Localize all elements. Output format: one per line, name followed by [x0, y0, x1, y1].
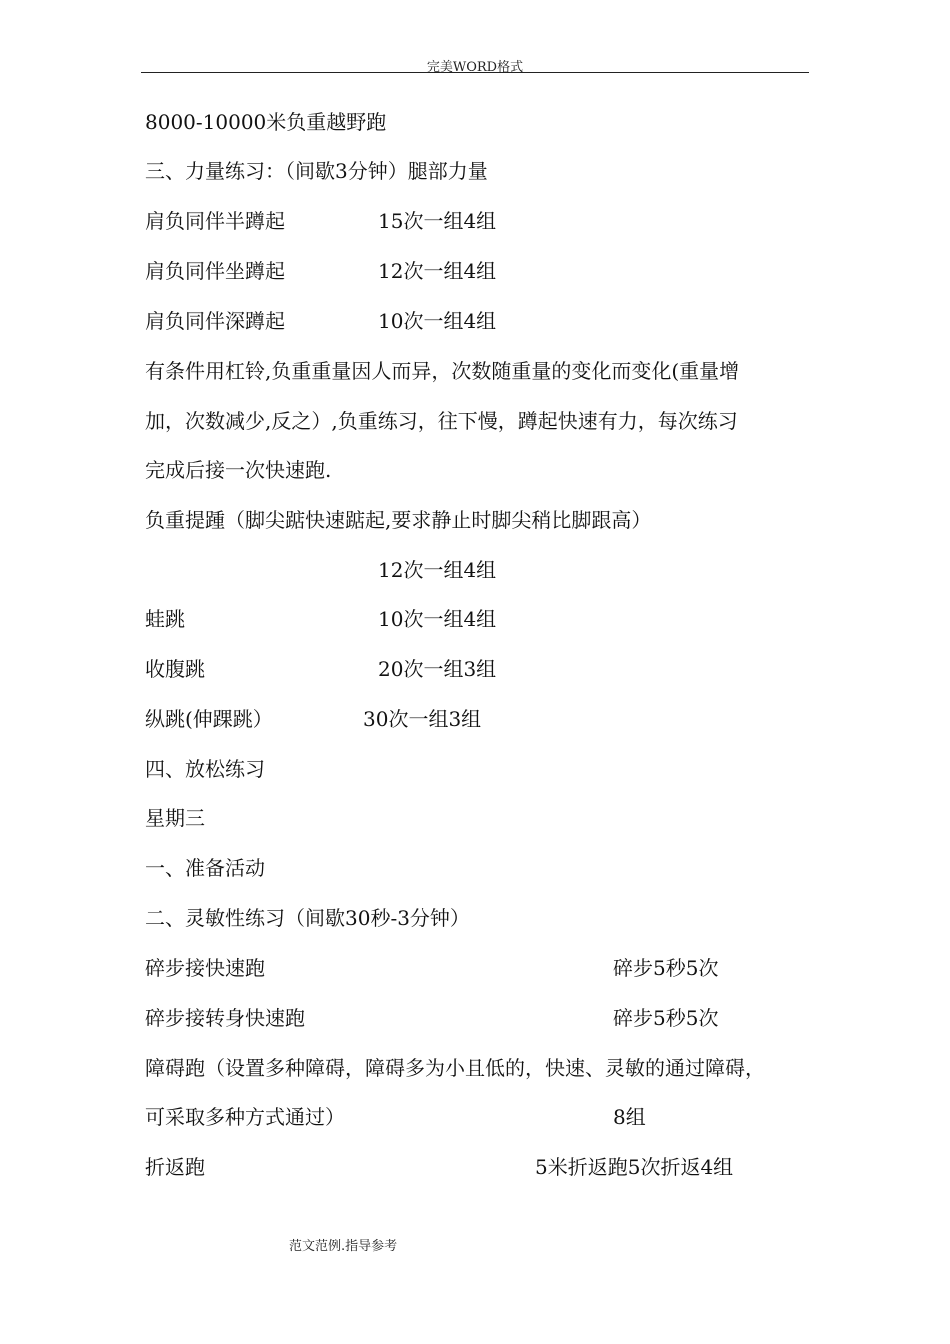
exercise-name: 肩负同伴坐蹲起	[145, 259, 285, 283]
exercise-name: 碎步接转身快速跑	[145, 1006, 305, 1030]
text-line: 负重提踵（脚尖踮快速踮起,要求静止时脚尖稍比脚跟高）	[145, 508, 652, 532]
exercise-name: 碎步接快速跑	[145, 956, 265, 980]
exercise-name: 收腹跳	[145, 657, 205, 681]
page-footer: 范文范例.指导参考	[289, 1239, 398, 1254]
section-heading: 四、放松练习	[145, 757, 265, 781]
page-header: 完美WORD格式	[426, 60, 524, 75]
exercise-name: 肩负同伴半蹲起	[145, 209, 285, 233]
text-line: 加，次数减少,反之）,负重练习，往下慢，蹲起快速有力，每次练习	[145, 409, 738, 433]
exercise-sets: 碎步5秒5次	[613, 956, 719, 980]
exercise-sets: 8组	[613, 1105, 646, 1129]
text-line: 有条件用杠铃,负重重量因人而异，次数随重量的变化而变化(重量增	[145, 359, 740, 383]
exercise-sets: 10次一组4组	[378, 309, 497, 333]
exercise-sets: 碎步5秒5次	[613, 1006, 719, 1030]
exercise-sets: 15次一组4组	[378, 209, 497, 233]
exercise-name: 纵跳(伸踝跳）	[145, 707, 273, 731]
exercise-sets: 5米折返跑5次折返4组	[535, 1155, 734, 1179]
exercise-name: 肩负同伴深蹲起	[145, 309, 285, 333]
exercise-name: 蛙跳	[145, 607, 185, 631]
exercise-name: 折返跑	[145, 1155, 205, 1179]
exercise-sets: 12次一组4组	[378, 558, 497, 582]
exercise-sets: 30次一组3组	[363, 707, 482, 731]
exercise-name: 可采取多种方式通过）	[145, 1105, 345, 1129]
exercise-sets: 20次一组3组	[378, 657, 497, 681]
text-line: 8000-10000米负重越野跑	[145, 110, 387, 134]
section-heading: 二、灵敏性练习（间歇30秒-3分钟）	[145, 906, 470, 930]
section-heading: 三、力量练习：（间歇3分钟）腿部力量	[145, 159, 488, 183]
exercise-sets: 12次一组4组	[378, 259, 497, 283]
text-line: 障碍跑（设置多种障碍，障碍多为小且低的，快速、灵敏的通过障碍，	[145, 1056, 765, 1080]
section-heading: 一、准备活动	[145, 856, 265, 880]
exercise-sets: 10次一组4组	[378, 607, 497, 631]
header-rule	[141, 72, 809, 73]
day-heading: 星期三	[145, 806, 205, 830]
text-line: 完成后接一次快速跑.	[145, 458, 332, 482]
